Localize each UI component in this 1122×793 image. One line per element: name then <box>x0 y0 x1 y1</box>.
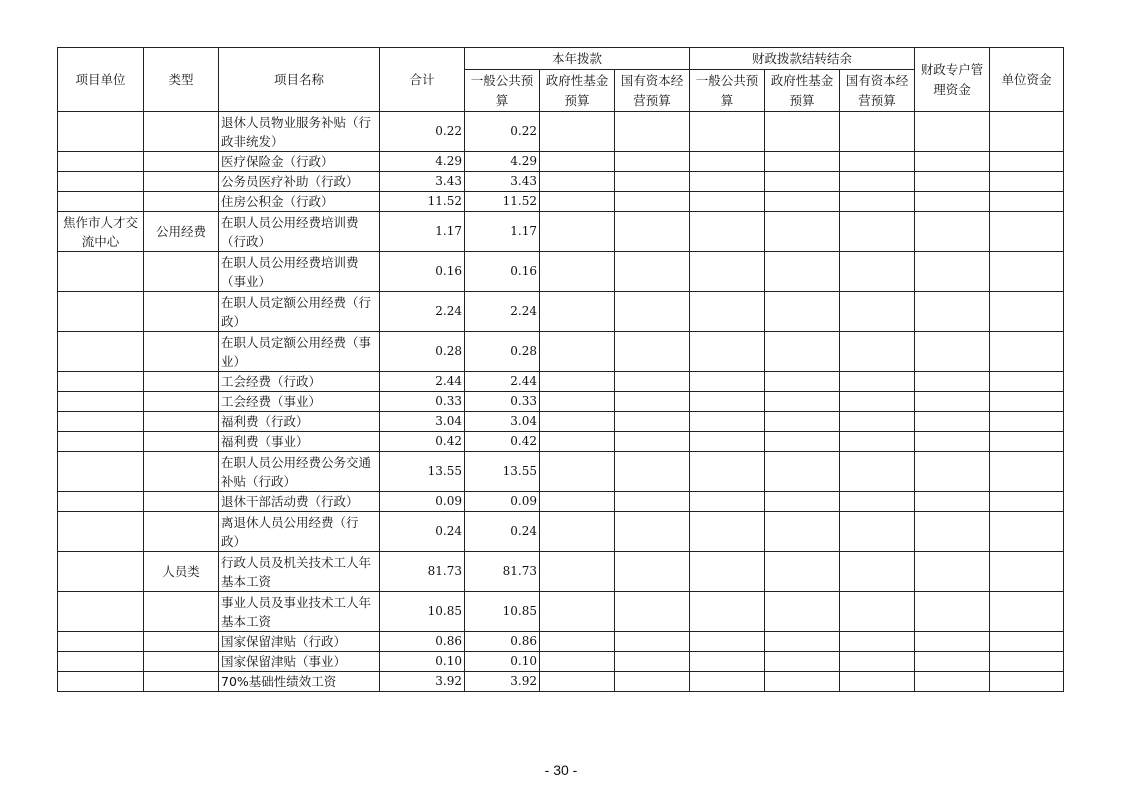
cell-empty <box>840 172 915 192</box>
cell-empty <box>690 452 765 492</box>
cell-unit <box>58 652 144 672</box>
cell-empty <box>840 432 915 452</box>
cell-empty <box>840 292 915 332</box>
cell-empty <box>615 332 690 372</box>
cell-project-name: 福利费（行政） <box>219 412 380 432</box>
cell-type <box>144 592 219 632</box>
cell-empty <box>690 292 765 332</box>
cell-type <box>144 372 219 392</box>
cell-empty <box>540 192 615 212</box>
cell-empty <box>990 252 1064 292</box>
cell-general-budget: 4.29 <box>465 152 540 172</box>
cell-project-name: 在职人员公用经费培训费（事业） <box>219 252 380 292</box>
cell-empty <box>765 172 840 192</box>
cell-general-budget: 3.92 <box>465 672 540 692</box>
cell-unit <box>58 432 144 452</box>
cell-empty <box>990 192 1064 212</box>
cell-empty <box>840 672 915 692</box>
cell-empty <box>915 392 990 412</box>
cell-empty <box>615 632 690 652</box>
cell-empty <box>990 512 1064 552</box>
cell-empty <box>915 512 990 552</box>
cell-type <box>144 332 219 372</box>
cell-empty <box>915 212 990 252</box>
cell-empty <box>615 412 690 432</box>
cell-total: 3.92 <box>380 672 465 692</box>
table-row <box>58 492 1064 512</box>
cell-empty <box>915 672 990 692</box>
cell-general-budget: 0.16 <box>465 252 540 292</box>
cell-project-name: 工会经费（事业） <box>219 392 380 412</box>
cell-empty <box>765 552 840 592</box>
cell-project-name: 医疗保险金（行政） <box>219 152 380 172</box>
cell-empty <box>990 372 1064 392</box>
cell-type <box>144 432 219 452</box>
cell-empty <box>840 652 915 672</box>
cell-empty <box>540 212 615 252</box>
cell-general-budget: 0.33 <box>465 392 540 412</box>
cell-total: 3.43 <box>380 172 465 192</box>
cell-empty <box>540 412 615 432</box>
header-group-current-year: 本年拨款 <box>465 48 690 70</box>
cell-unit <box>58 452 144 492</box>
cell-empty <box>615 672 690 692</box>
cell-empty <box>990 392 1064 412</box>
cell-type <box>144 252 219 292</box>
cell-total: 2.44 <box>380 372 465 392</box>
cell-empty <box>990 432 1064 452</box>
header-sub: 政府性基金预算 <box>540 70 615 112</box>
cell-empty <box>765 252 840 292</box>
cell-total: 0.28 <box>380 332 465 372</box>
cell-empty <box>840 192 915 212</box>
cell-unit <box>58 672 144 692</box>
cell-type <box>144 632 219 652</box>
cell-empty <box>840 632 915 652</box>
cell-type <box>144 292 219 332</box>
cell-project-name: 在职人员公用经费公务交通补贴（行政） <box>219 452 380 492</box>
cell-empty <box>765 672 840 692</box>
table-row <box>58 292 1064 332</box>
table-row <box>58 172 1064 192</box>
cell-total: 2.24 <box>380 292 465 332</box>
cell-empty <box>990 652 1064 672</box>
cell-empty <box>990 592 1064 632</box>
cell-empty <box>615 172 690 192</box>
cell-empty <box>840 392 915 412</box>
cell-empty <box>840 552 915 592</box>
cell-empty <box>615 192 690 212</box>
cell-total: 0.86 <box>380 632 465 652</box>
cell-empty <box>690 512 765 552</box>
cell-empty <box>690 172 765 192</box>
cell-empty <box>690 412 765 432</box>
cell-empty <box>765 192 840 212</box>
cell-empty <box>990 452 1064 492</box>
cell-empty <box>915 432 990 452</box>
cell-empty <box>615 152 690 172</box>
header-unit-funds: 单位资金 <box>990 48 1064 112</box>
table-row <box>58 372 1064 392</box>
header-sub: 政府性基金预算 <box>765 70 840 112</box>
cell-general-budget: 0.22 <box>465 112 540 152</box>
budget-table <box>57 47 1064 692</box>
cell-total: 11.52 <box>380 192 465 212</box>
cell-project-name: 国家保留津贴（行政） <box>219 632 380 652</box>
cell-empty <box>690 632 765 652</box>
cell-empty <box>915 372 990 392</box>
cell-empty <box>690 332 765 372</box>
cell-type <box>144 392 219 412</box>
header-sub: 一般公共预算 <box>465 70 540 112</box>
cell-general-budget: 1.17 <box>465 212 540 252</box>
cell-empty <box>615 492 690 512</box>
cell-empty <box>915 652 990 672</box>
header-sub: 一般公共预算 <box>690 70 765 112</box>
cell-project-name: 工会经费（行政） <box>219 372 380 392</box>
table-row <box>58 392 1064 412</box>
cell-project-name: 在职人员公用经费培训费（行政） <box>219 212 380 252</box>
cell-empty <box>765 512 840 552</box>
cell-unit <box>58 392 144 412</box>
cell-empty <box>840 372 915 392</box>
header-special-account: 财政专户管理资金 <box>915 48 990 112</box>
cell-project-name: 福利费（事业） <box>219 432 380 452</box>
cell-general-budget: 0.28 <box>465 332 540 372</box>
table-row <box>58 592 1064 632</box>
cell-empty <box>915 632 990 652</box>
cell-empty <box>840 152 915 172</box>
cell-type <box>144 412 219 432</box>
cell-empty <box>915 452 990 492</box>
cell-empty <box>690 252 765 292</box>
cell-empty <box>915 332 990 372</box>
cell-empty <box>990 292 1064 332</box>
cell-empty <box>915 252 990 292</box>
cell-empty <box>765 632 840 652</box>
table-row <box>58 552 1064 592</box>
cell-unit <box>58 332 144 372</box>
cell-empty <box>915 112 990 152</box>
table-row <box>58 252 1064 292</box>
cell-type: 人员类 <box>144 552 219 592</box>
cell-empty <box>990 552 1064 592</box>
cell-empty <box>540 372 615 392</box>
cell-type <box>144 452 219 492</box>
cell-empty <box>765 372 840 392</box>
cell-general-budget: 0.10 <box>465 652 540 672</box>
table-row <box>58 512 1064 552</box>
cell-unit <box>58 372 144 392</box>
cell-empty <box>840 112 915 152</box>
cell-empty <box>540 152 615 172</box>
cell-general-budget: 0.42 <box>465 432 540 452</box>
cell-type <box>144 672 219 692</box>
cell-project-name: 离退休人员公用经费（行政） <box>219 512 380 552</box>
cell-total: 4.29 <box>380 152 465 172</box>
cell-empty <box>990 212 1064 252</box>
cell-empty <box>765 492 840 512</box>
cell-empty <box>840 252 915 292</box>
cell-total: 1.17 <box>380 212 465 252</box>
cell-empty <box>990 112 1064 152</box>
page-number: - 30 - <box>544 762 578 778</box>
header-sub: 国有资本经营预算 <box>840 70 915 112</box>
cell-project-name: 在职人员定额公用经费（事业） <box>219 332 380 372</box>
table-row <box>58 212 1064 252</box>
cell-project-name: 公务员医疗补助（行政） <box>219 172 380 192</box>
table-row <box>58 332 1064 372</box>
cell-empty <box>690 552 765 592</box>
cell-general-budget: 0.24 <box>465 512 540 552</box>
cell-general-budget: 2.44 <box>465 372 540 392</box>
cell-type <box>144 652 219 672</box>
cell-empty <box>840 452 915 492</box>
table-body <box>58 112 1064 692</box>
table-row <box>58 432 1064 452</box>
cell-type <box>144 112 219 152</box>
cell-empty <box>915 292 990 332</box>
cell-type: 公用经费 <box>144 212 219 252</box>
cell-project-name: 70%基础性绩效工资 <box>219 672 380 692</box>
cell-unit <box>58 552 144 592</box>
cell-empty <box>915 552 990 592</box>
cell-unit <box>58 512 144 552</box>
cell-type <box>144 172 219 192</box>
cell-project-name: 退休干部活动费（行政） <box>219 492 380 512</box>
cell-empty <box>990 672 1064 692</box>
cell-empty <box>765 332 840 372</box>
cell-empty <box>765 292 840 332</box>
cell-empty <box>990 332 1064 372</box>
cell-empty <box>540 452 615 492</box>
cell-empty <box>615 212 690 252</box>
cell-general-budget: 10.85 <box>465 592 540 632</box>
header-sub: 国有资本经营预算 <box>615 70 690 112</box>
cell-empty <box>915 172 990 192</box>
cell-empty <box>540 632 615 652</box>
cell-empty <box>765 652 840 672</box>
cell-empty <box>540 432 615 452</box>
cell-empty <box>915 412 990 432</box>
cell-project-name: 事业人员及事业技术工人年基本工资 <box>219 592 380 632</box>
cell-empty <box>765 432 840 452</box>
cell-total: 10.85 <box>380 592 465 632</box>
cell-empty <box>540 512 615 552</box>
cell-empty <box>840 592 915 632</box>
table-row <box>58 452 1064 492</box>
table-row <box>58 192 1064 212</box>
cell-empty <box>990 172 1064 192</box>
cell-total: 0.22 <box>380 112 465 152</box>
cell-empty <box>615 432 690 452</box>
cell-empty <box>540 392 615 412</box>
cell-total: 0.09 <box>380 492 465 512</box>
cell-empty <box>690 212 765 252</box>
cell-empty <box>615 292 690 332</box>
cell-empty <box>765 112 840 152</box>
cell-type <box>144 512 219 552</box>
cell-project-name: 行政人员及机关技术工人年基本工资 <box>219 552 380 592</box>
cell-empty <box>840 412 915 432</box>
cell-empty <box>840 492 915 512</box>
cell-unit <box>58 252 144 292</box>
cell-empty <box>540 592 615 632</box>
table-row <box>58 112 1064 152</box>
cell-unit <box>58 112 144 152</box>
table-row <box>58 672 1064 692</box>
cell-empty <box>990 632 1064 652</box>
cell-empty <box>540 332 615 372</box>
cell-empty <box>615 452 690 492</box>
cell-empty <box>540 552 615 592</box>
cell-general-budget: 2.24 <box>465 292 540 332</box>
cell-total: 81.73 <box>380 552 465 592</box>
cell-unit <box>58 192 144 212</box>
cell-unit <box>58 632 144 652</box>
cell-empty <box>690 112 765 152</box>
cell-empty <box>840 212 915 252</box>
header-total: 合计 <box>380 48 465 112</box>
cell-empty <box>765 392 840 412</box>
table-row <box>58 632 1064 652</box>
cell-empty <box>915 192 990 212</box>
cell-empty <box>915 592 990 632</box>
cell-general-budget: 11.52 <box>465 192 540 212</box>
cell-total: 13.55 <box>380 452 465 492</box>
cell-empty <box>690 392 765 412</box>
cell-empty <box>690 592 765 632</box>
cell-empty <box>540 492 615 512</box>
cell-total: 0.33 <box>380 392 465 412</box>
cell-empty <box>690 652 765 672</box>
cell-empty <box>540 112 615 152</box>
cell-empty <box>765 452 840 492</box>
cell-empty <box>765 412 840 432</box>
cell-type <box>144 192 219 212</box>
cell-unit <box>58 152 144 172</box>
cell-general-budget: 3.04 <box>465 412 540 432</box>
cell-total: 0.24 <box>380 512 465 552</box>
cell-empty <box>915 492 990 512</box>
cell-general-budget: 0.86 <box>465 632 540 652</box>
cell-empty <box>540 672 615 692</box>
cell-empty <box>990 492 1064 512</box>
cell-general-budget: 0.09 <box>465 492 540 512</box>
cell-empty <box>990 152 1064 172</box>
cell-empty <box>615 512 690 552</box>
cell-total: 0.10 <box>380 652 465 672</box>
cell-unit <box>58 492 144 512</box>
header-unit: 项目单位 <box>58 48 144 112</box>
cell-empty <box>540 252 615 292</box>
cell-total: 3.04 <box>380 412 465 432</box>
table-row <box>58 652 1064 672</box>
cell-empty <box>765 212 840 252</box>
cell-empty <box>615 552 690 592</box>
cell-general-budget: 81.73 <box>465 552 540 592</box>
cell-empty <box>990 412 1064 432</box>
cell-empty <box>690 432 765 452</box>
cell-empty <box>690 492 765 512</box>
cell-total: 0.16 <box>380 252 465 292</box>
table-row <box>58 412 1064 432</box>
cell-total: 0.42 <box>380 432 465 452</box>
table-header <box>58 48 1064 112</box>
cell-empty <box>540 172 615 192</box>
header-name: 项目名称 <box>219 48 380 112</box>
header-type: 类型 <box>144 48 219 112</box>
cell-project-name: 在职人员定额公用经费（行政） <box>219 292 380 332</box>
cell-general-budget: 3.43 <box>465 172 540 192</box>
cell-project-name: 国家保留津贴（事业） <box>219 652 380 672</box>
cell-unit <box>58 172 144 192</box>
cell-empty <box>615 652 690 672</box>
cell-empty <box>840 512 915 552</box>
cell-general-budget: 13.55 <box>465 452 540 492</box>
table-row <box>58 152 1064 172</box>
header-group-carryover: 财政拨款结转结余 <box>690 48 915 70</box>
cell-type <box>144 152 219 172</box>
cell-empty <box>765 592 840 632</box>
cell-empty <box>615 112 690 152</box>
cell-unit <box>58 592 144 632</box>
cell-unit <box>58 292 144 332</box>
cell-unit: 焦作市人才交流中心 <box>58 212 144 252</box>
cell-empty <box>615 252 690 292</box>
cell-type <box>144 492 219 512</box>
cell-empty <box>765 152 840 172</box>
cell-empty <box>840 332 915 372</box>
cell-empty <box>690 372 765 392</box>
cell-empty <box>615 392 690 412</box>
cell-empty <box>915 152 990 172</box>
cell-empty <box>690 152 765 172</box>
cell-empty <box>690 672 765 692</box>
cell-empty <box>540 652 615 672</box>
cell-empty <box>615 372 690 392</box>
cell-unit <box>58 412 144 432</box>
cell-project-name: 住房公积金（行政） <box>219 192 380 212</box>
cell-empty <box>690 192 765 212</box>
cell-empty <box>615 592 690 632</box>
cell-project-name: 退休人员物业服务补贴（行政非统发） <box>219 112 380 152</box>
cell-empty <box>540 292 615 332</box>
